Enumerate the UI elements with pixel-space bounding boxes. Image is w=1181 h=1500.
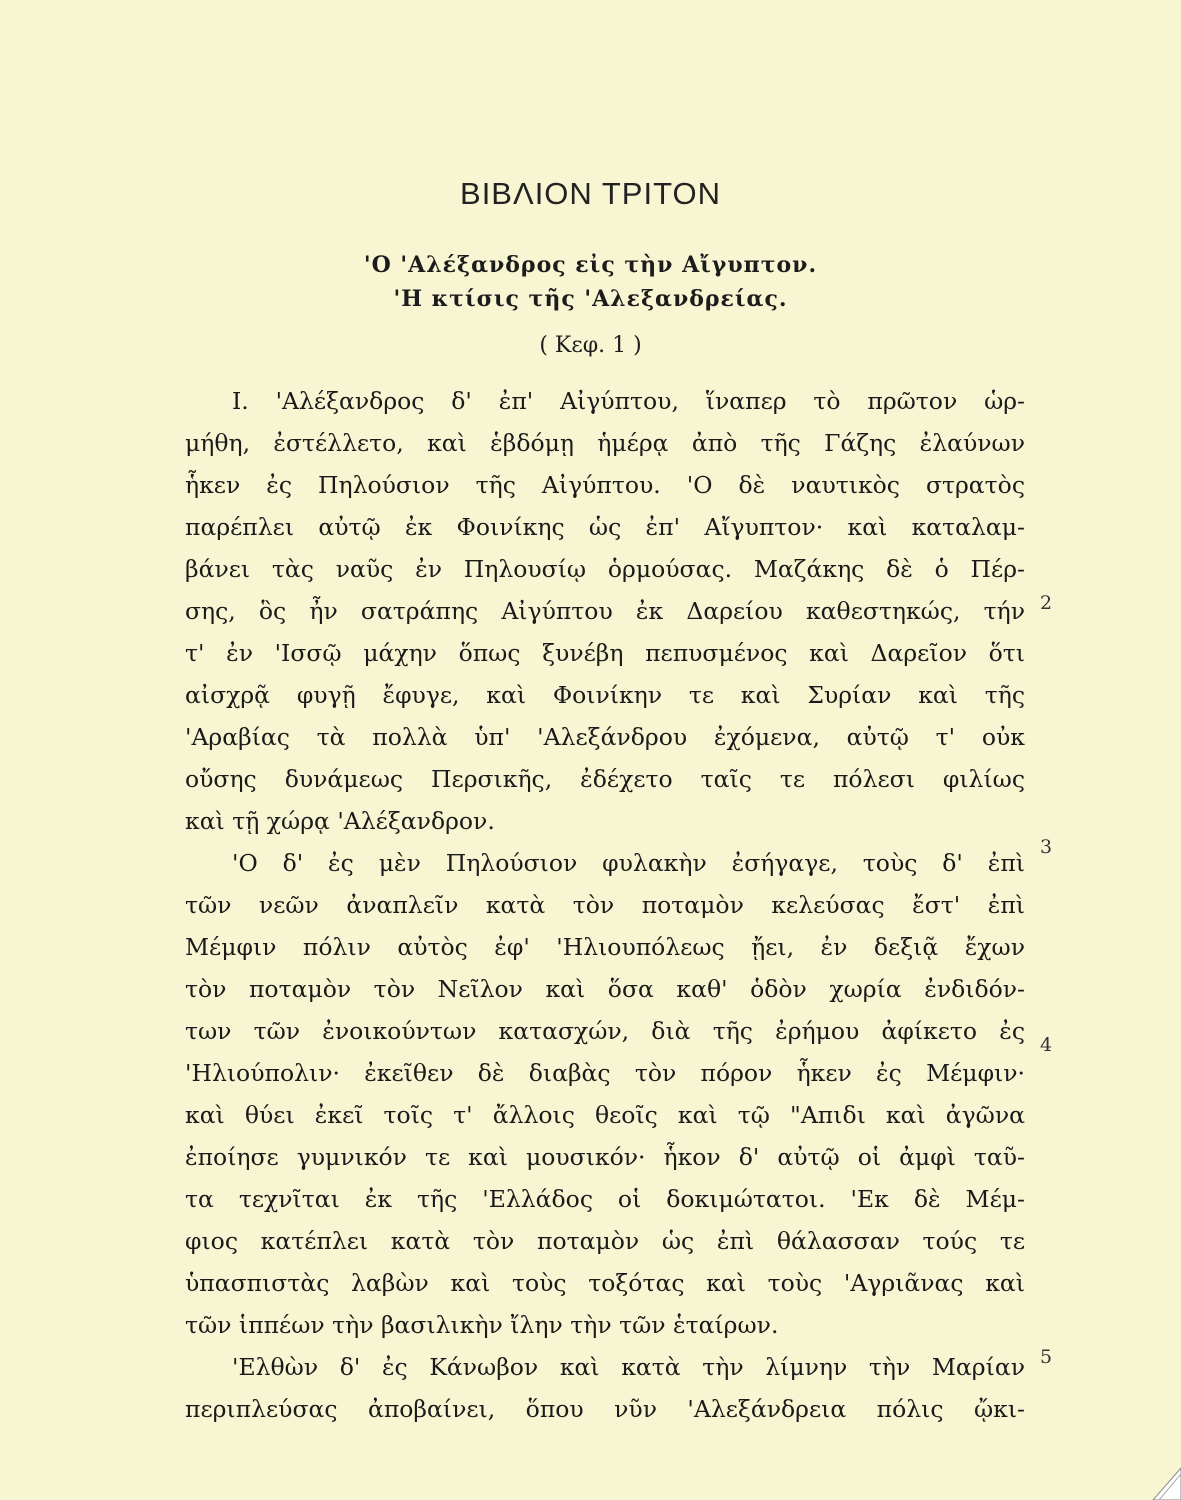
body-line: περιπλεύσας ἀποβαίνει, ὅπου νῦν 'Αλεξάνδρεια πόλις ᾤκι- <box>185 1395 1025 1423</box>
body-line: τῶν ἱππέων τὴν βασιλικὴν ἴλην τὴν τῶν ἑταίρων. <box>185 1311 779 1339</box>
body-line: τὸν ποταμὸν τὸν Νεῖλον καὶ ὅσα καθ' ὁδὸν χωρία ἐνδιδόν- <box>185 975 1025 1003</box>
body-line: τ' ἐν 'Ισσῷ μάχην ὅπως ξυνέβη πεπυσμένος καὶ Δαρεῖον ὅτι <box>185 639 1025 667</box>
body-line: ἐποίησε γυμνικόν τε καὶ μουσικόν· ἧκον δ' αὐτῷ οἱ ἀμφὶ ταῦ- <box>185 1143 1025 1171</box>
body-line: καὶ τῇ χώρᾳ 'Αλέξανδρον. <box>185 807 495 835</box>
body-line: 'Αραβίας τὰ πολλὰ ὑπ' 'Αλεξάνδρου ἐχόμενα, αὐτῷ τ' οὐκ <box>185 723 1025 751</box>
body-line: παρέπλει αὐτῷ ἐκ Φοινίκης ὡς ἐπ' Αἴγυπτον· καὶ καταλαμ- <box>185 513 1025 541</box>
body-line: βάνει τὰς ναῦς ἐν Πηλουσίῳ ὁρμούσας. Μαζάκης δὲ ὁ Πέρ- <box>185 555 1025 583</box>
body-line: τῶν νεῶν ἀναπλεῖν κατὰ τὸν ποταμὸν κελεύσας ἔστ' ἐπὶ <box>185 891 1025 919</box>
body-line: μήθη, ἐστέλλετο, καὶ ἑβδόμῃ ἡμέρᾳ ἀπὸ τῆς Γάζης ἐλαύνων <box>185 429 1025 457</box>
body-line: οὔσης δυνάμεως Περσικῆς, ἐδέχετο ταῖς τε πόλεσι φιλίως <box>185 765 1025 793</box>
body-line: 'Ο δ' ἐς μὲν Πηλούσιον φυλακὴν ἐσήγαγε, τοὺς δ' ἐπὶ <box>232 849 1025 877</box>
body-line: καὶ θύει ἐκεῖ τοῖς τ' ἄλλοις θεοῖς καὶ τῷ "Απιδι καὶ ἀγῶνα <box>185 1101 1025 1129</box>
body-line: τα τεχνῖται ἐκ τῆς 'Ελλάδος οἱ δοκιμώτατοι. 'Εκ δὲ Μέμ- <box>185 1185 1025 1213</box>
margin-section-number: 2 <box>1040 592 1053 614</box>
page-curl-corner <box>1141 1460 1181 1500</box>
body-line: των τῶν ἐνοικούντων κατασχών, διὰ τῆς ἐρήμου ἀφίκετο ἐς <box>185 1017 1025 1045</box>
body-line: φιος κατέπλει κατὰ τὸν ποταμὸν ὡς ἐπὶ θάλασσαν τούς τε <box>185 1227 1025 1255</box>
chapter-label: ( Κεφ. 1 ) <box>539 333 642 358</box>
margin-section-number: 3 <box>1040 836 1053 858</box>
margin-section-number: 4 <box>1040 1034 1053 1056</box>
subtitle-line-1: 'Ο 'Αλέξανδρος εἰς τὴν Αἴγυπτον. <box>363 252 818 278</box>
body-line: ὑπασπιστὰς λαβὼν καὶ τοὺς τοξότας καὶ τοὺς 'Αγριᾶνας καὶ <box>185 1269 1025 1297</box>
subtitle-line-2: 'Η κτίσις τῆς 'Αλεξανδρείας. <box>393 286 788 312</box>
body-line: Μέμφιν πόλιν αὐτὸς ἐφ' 'Ηλιουπόλεως ᾔει, ἐν δεξιᾷ ἔχων <box>185 933 1025 961</box>
body-line: 'Ελθὼν δ' ἐς Κάνωβον καὶ κατὰ τὴν λίμνην τὴν Μαρίαν <box>232 1353 1025 1381</box>
body-line: 'Ηλιούπολιν· ἐκεῖθεν δὲ διαβὰς τὸν πόρον ἧκεν ἐς Μέμφιν· <box>185 1059 1025 1087</box>
body-line: Ι. 'Αλέξανδρος δ' ἐπ' Αἰγύπτου, ἵναπερ τὸ πρῶτον ὡρ- <box>232 387 1025 415</box>
body-line: ἧκεν ἐς Πηλούσιον τῆς Αἰγύπτου. 'Ο δὲ ναυτικὸς στρατὸς <box>185 471 1025 499</box>
body-line: σης, ὃς ἦν σατράπης Αἰγύπτου ἐκ Δαρείου καθεστηκώς, τήν <box>185 597 1025 625</box>
margin-section-number: 5 <box>1040 1346 1053 1368</box>
body-line: αἰσχρᾷ φυγῇ ἔφυγε, καὶ Φοινίκην τε καὶ Συρίαν καὶ τῆς <box>185 681 1025 709</box>
book-title: ΒΙΒΛΙΟΝ ΤΡΙΤΟΝ <box>460 176 721 211</box>
